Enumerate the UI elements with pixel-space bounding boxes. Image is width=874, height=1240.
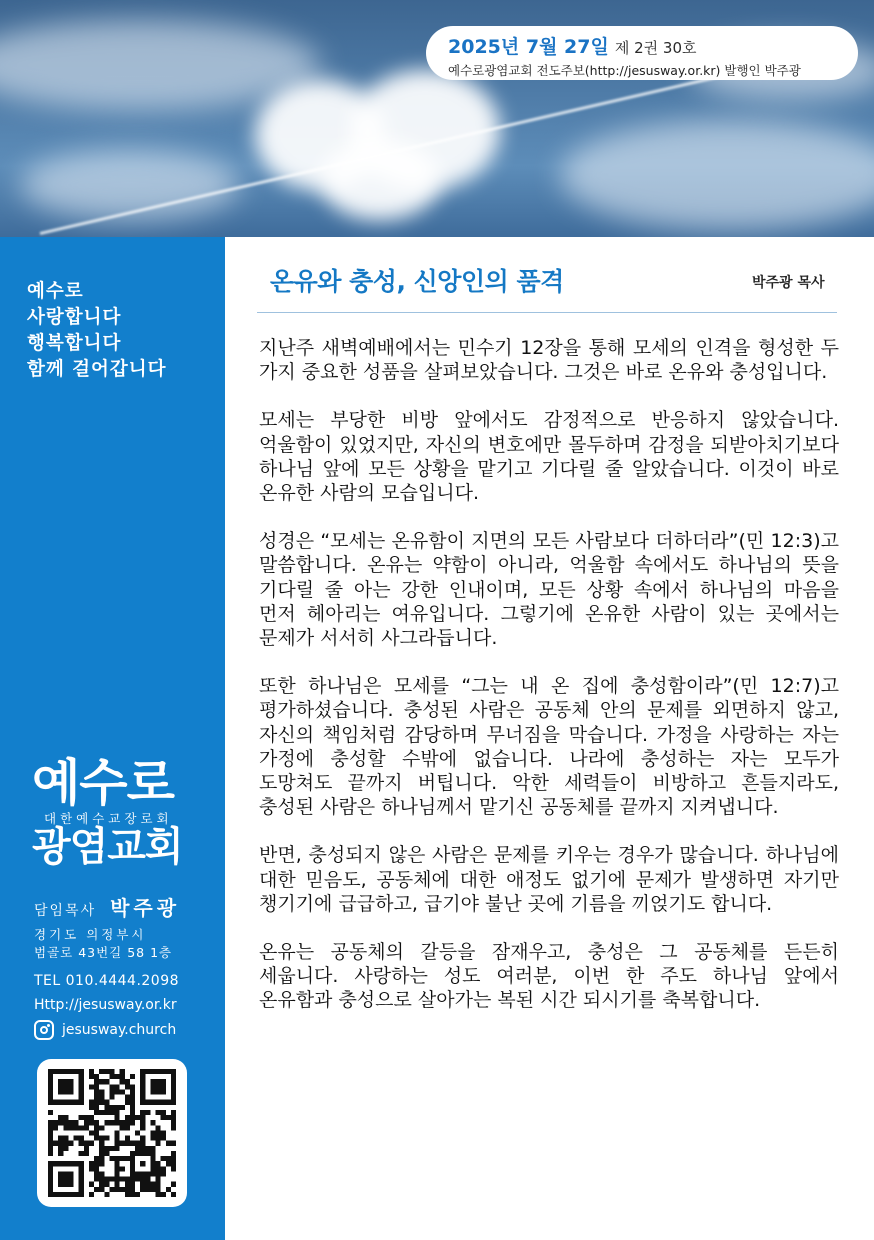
website-link[interactable]: Http://jesusway.or.kr bbox=[34, 997, 177, 1013]
cloud-wisp bbox=[20, 150, 240, 220]
church-logo-line2: 광염교회 bbox=[32, 824, 183, 870]
instagram-icon bbox=[34, 1020, 54, 1040]
instagram-handle: jesusway.church bbox=[62, 1022, 177, 1038]
phone-number: TEL 010.4444.2098 bbox=[34, 973, 180, 989]
slogan bbox=[27, 279, 167, 383]
article-body bbox=[259, 336, 839, 1037]
publisher-line: 예수로광염교회 전도주보(http://jesusway.or.kr) 발행인 박주광 bbox=[448, 63, 801, 78]
issue-date: 2025년 7월 27일 bbox=[448, 36, 609, 58]
sidebar bbox=[0, 237, 225, 1240]
heart-cloud-bottom bbox=[320, 140, 440, 220]
article-paragraph: 모세는 부당한 비방 앞에서도 감정적으로 반응하지 않았습니다. 억울함이 있었지만, 자신의 변호에만 몰두하며 감정을 되받아치기보다 하나님 앞에 모든 상황을 맡기고 기다릴 줄 알았습니다. 이것이 바로 온유한 사람의 모습입니다. bbox=[259, 409, 839, 505]
church-logo-line1: 예수로 bbox=[32, 754, 174, 812]
slogan-line: 예수로 bbox=[27, 281, 84, 302]
pastor-role: 담임목사 bbox=[34, 903, 97, 919]
pastor-info bbox=[34, 892, 180, 921]
header-sky-photo bbox=[0, 0, 874, 237]
article-author: 박주광 목사 bbox=[752, 275, 825, 291]
article-paragraph: 온유는 공동체의 갈등을 잠재우고, 충성은 그 공동체를 든든히 세웁니다. 사랑하는 성도 여러분, 이번 한 주도 하나님 앞에서 온유함과 충성으로 살아가는 복된 시간 되시기를 축복합니다. bbox=[259, 941, 839, 1012]
title-divider bbox=[257, 312, 837, 313]
qr-code-box bbox=[37, 1059, 187, 1207]
issue-number: 제 2권 30호 bbox=[614, 39, 697, 57]
slogan-line: 함께 걸어갑니다 bbox=[27, 359, 167, 380]
article-paragraph: 또한 하나님은 모세를 “그는 내 온 집에 충성함이라”(민 12:7)고 평가하셨습니다. 충성된 사람은 공동체 안의 문제를 외면하지 않고, 자신의 책임처럼 감당하며 무너짐을 막습니다. 가정을 사랑하는 자는 가정에 충성할 수밖에 없습니다. 나라에 충성하는 자는 모두가 도망쳐도 끝까지 버팁니다. 악한 세력들이 비방하고 흔들지라도, 충성된 사람은 하나님께서 맡기신 공동체를 끝까지 지켜냅니다. bbox=[259, 675, 839, 819]
address-line2: 범골로 43번길 58 1층 bbox=[34, 945, 173, 960]
cloud-wisp bbox=[560, 120, 874, 230]
article-paragraph: 성경은 “모세는 온유함이 지면의 모든 사람보다 더하더라”(민 12:3)고 말씀합니다. 온유는 약함이 아니라, 억울함 속에서도 하나님의 뜻을 기다릴 줄 아는 강한 인내이며, 모든 상황 속에서 하나님의 마음을 먼저 헤아리는 여유입니다. 그렇기에 온유한 사람이 있는 곳에서는 문제가 서서히 사그라듭니다. bbox=[259, 530, 839, 650]
article-title: 온유와 충성, 신앙인의 품격 bbox=[270, 267, 564, 296]
qr-code-icon bbox=[47, 1069, 177, 1197]
article-paragraph: 반면, 충성되지 않은 사람은 문제를 키우는 경우가 많습니다. 하나님에 대한 믿음도, 공동체에 대한 애정도 없기에 문제가 발생하면 자기만 챙기기에 급급하고, 급기야 불난 곳에 기름을 끼얹기도 합니다. bbox=[259, 844, 839, 915]
pastor-name: 박주광 bbox=[110, 896, 181, 920]
issue-info-pill bbox=[426, 26, 858, 80]
slogan-line: 사랑합니다 bbox=[27, 307, 122, 328]
denomination: 대한예수교장로회 bbox=[44, 811, 173, 826]
article-paragraph: 지난주 새벽예배에서는 민수기 12장을 통해 모세의 인격을 형성한 두 가지 중요한 성품을 살펴보았습니다. 그것은 바로 온유와 충성입니다. bbox=[259, 337, 839, 384]
slogan-line: 행복합니다 bbox=[27, 333, 122, 354]
address-line1: 경기도 의정부시 bbox=[34, 927, 147, 942]
instagram-link[interactable] bbox=[34, 1020, 176, 1040]
